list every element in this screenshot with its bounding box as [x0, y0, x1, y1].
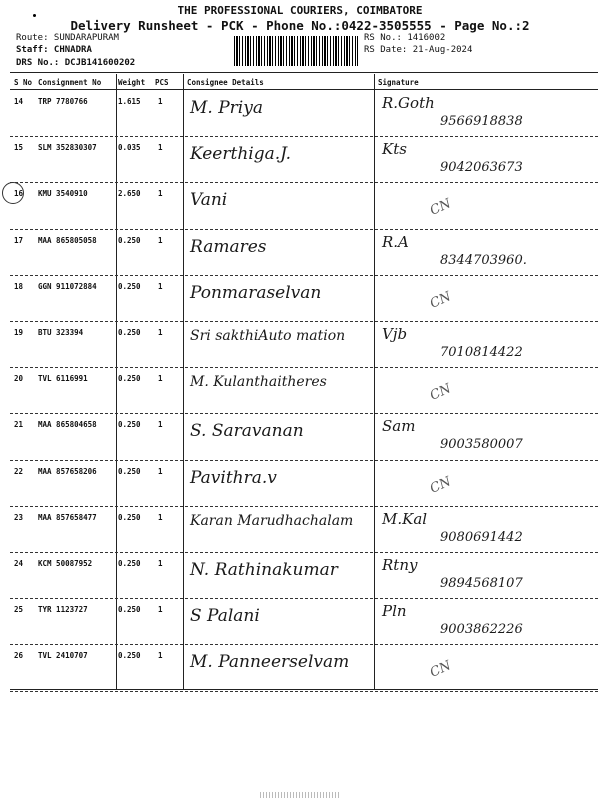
serial-number: 21: [14, 420, 24, 430]
pieces-count: 1: [158, 97, 163, 106]
consignee-handwritten: N. Rathinakumar: [190, 560, 338, 580]
row-separator: [10, 552, 598, 553]
runsheet-subtitle: Delivery Runsheet - PCK - Phone No.:0422-3505555 - Page No.:2: [70, 18, 530, 33]
consignee-handwritten: Sri sakthiAuto mation: [190, 328, 346, 344]
consignment-number: MAA 865804658: [38, 420, 97, 430]
row-separator: [10, 460, 598, 461]
consignee-handwritten: Ponmaraselvan: [190, 282, 322, 303]
company-title: THE PROFESSIONAL COURIERS, COIMBATORE: [177, 4, 423, 17]
row-separator: [10, 367, 598, 368]
table-bottom-rule: [10, 689, 598, 690]
phone-handwritten: 9566918838: [440, 114, 523, 129]
consignment-number: BTU 323394: [38, 328, 84, 337]
consignee-handwritten: M. Kulanthaitheres: [190, 374, 327, 391]
consignment-number: TVL 2410707: [38, 651, 88, 661]
cn-mark: CN: [427, 658, 454, 682]
cn-mark: CN: [427, 196, 454, 220]
table-header-rule: [10, 89, 598, 90]
phone-handwritten: 7010814422: [440, 345, 523, 360]
consignment-number: KCM 50087952: [38, 559, 93, 568]
consignee-handwritten: S Palani: [190, 606, 260, 627]
signature-scribble: R.A: [382, 232, 409, 251]
column-header: Weight: [118, 78, 146, 87]
weight-value: 0.250: [118, 281, 141, 291]
serial-number: 15: [14, 143, 24, 153]
consignment-number: TRP 7780766: [38, 97, 88, 106]
consignment-number: MAA 865805058: [38, 235, 97, 245]
consignment-number: GGN 911072884: [38, 281, 97, 291]
consignee-handwritten: Karan Marudhachalam: [190, 512, 354, 529]
row-separator: [10, 598, 598, 599]
pieces-count: 1: [158, 420, 163, 430]
cn-mark: CN: [427, 381, 454, 404]
weight-value: 0.250: [118, 374, 141, 384]
weight-value: 0.250: [118, 420, 141, 430]
phone-handwritten: 9042063673: [440, 160, 523, 176]
pieces-count: 1: [158, 559, 163, 568]
pieces-count: 1: [158, 512, 163, 522]
rs-date: RS Date: 21-Aug-2024: [364, 45, 473, 55]
row-separator: [10, 182, 598, 183]
binding-edge: [260, 792, 340, 798]
consignee-handwritten: Keerthiga.J.: [190, 144, 292, 165]
signature-scribble: Pln: [382, 602, 407, 621]
serial-number: 24: [14, 559, 24, 568]
consignee-handwritten: Vani: [190, 190, 228, 211]
serial-number: 14: [14, 97, 24, 106]
serial-number: 16: [14, 189, 24, 199]
serial-number: 19: [14, 328, 24, 337]
serial-number: 20: [14, 374, 24, 384]
consignment-number: KMU 3540910: [38, 189, 88, 199]
consignment-number: TVL 6116991: [38, 374, 88, 384]
weight-value: 0.250: [118, 512, 141, 522]
route-label: Route: SUNDARAPURAM: [16, 33, 119, 43]
column-header: Signature: [378, 78, 419, 87]
weight-value: 0.035: [118, 143, 141, 153]
pieces-count: 1: [158, 143, 163, 153]
signature-scribble: Sam: [382, 417, 416, 436]
row-separator: [10, 136, 598, 137]
row-separator: [10, 644, 598, 645]
table-top-rule: [10, 72, 598, 73]
signature-scribble: Vjb: [382, 325, 408, 343]
signature-scribble: Rtny: [382, 556, 418, 574]
phone-handwritten: 9894568107: [440, 576, 523, 591]
column-header: Consignment No: [38, 78, 102, 87]
pen-circle-mark: [2, 182, 24, 204]
column-header: Consignee Details: [187, 78, 264, 87]
consignee-handwritten: M. Panneerselvam: [190, 652, 350, 673]
phone-handwritten: 9080691442: [440, 529, 523, 545]
serial-number: 26: [14, 651, 24, 661]
serial-number: 23: [14, 512, 24, 522]
column-header: S No: [14, 78, 33, 87]
consignment-number: MAA 857658206: [38, 466, 97, 476]
signature-scribble: R.Goth: [382, 94, 435, 112]
consignment-number: MAA 857658477: [38, 512, 97, 522]
weight-value: 0.250: [118, 559, 141, 568]
serial-number: 17: [14, 235, 24, 245]
row-separator: [10, 275, 598, 276]
weight-value: 0.250: [118, 328, 141, 337]
consignee-handwritten: M. Priya: [190, 98, 263, 118]
serial-number: 22: [14, 466, 24, 476]
consignment-number: SLM 352830307: [38, 143, 97, 153]
row-separator: [10, 413, 598, 414]
weight-value: 0.250: [118, 605, 141, 615]
phone-handwritten: 9003580007: [440, 437, 523, 453]
row-separator: [10, 321, 598, 322]
pieces-count: 1: [158, 235, 163, 245]
pieces-count: 1: [158, 281, 163, 291]
pieces-count: 1: [158, 466, 163, 476]
cn-mark: CN: [427, 288, 454, 312]
rs-number: RS No.: 1416002: [364, 33, 446, 43]
weight-value: 0.250: [118, 466, 141, 476]
column-header: PCS: [155, 78, 169, 87]
row-separator: [10, 506, 598, 507]
consignee-handwritten: Pavithra.v: [190, 467, 277, 488]
phone-handwritten: 9003862226: [440, 622, 523, 638]
pieces-count: 1: [158, 651, 163, 661]
pieces-count: 1: [158, 605, 163, 615]
serial-number: 25: [14, 605, 24, 615]
drs-label: DRS No.: DCJB141600202: [16, 58, 136, 68]
weight-value: 0.250: [118, 235, 141, 245]
cn-mark: CN: [427, 473, 454, 497]
row-separator: [10, 691, 598, 692]
consignee-handwritten: Ramares: [190, 236, 267, 257]
weight-value: 0.250: [118, 651, 141, 661]
staff-label: Staff: CHNADRA: [16, 45, 92, 55]
pieces-count: 1: [158, 328, 163, 337]
row-separator: [10, 229, 598, 230]
barcode-image: [234, 36, 358, 66]
consignment-number: TYR 1123727: [38, 605, 88, 615]
phone-handwritten: 8344703960.: [440, 252, 527, 268]
consignee-handwritten: S. Saravanan: [190, 421, 304, 442]
pieces-count: 1: [158, 189, 163, 199]
signature-scribble: Kts: [382, 140, 407, 159]
signature-scribble: M.Kal: [382, 509, 428, 528]
weight-value: 1.615: [118, 97, 141, 106]
serial-number: 18: [14, 281, 24, 291]
pieces-count: 1: [158, 374, 163, 384]
weight-value: 2.650: [118, 189, 141, 199]
